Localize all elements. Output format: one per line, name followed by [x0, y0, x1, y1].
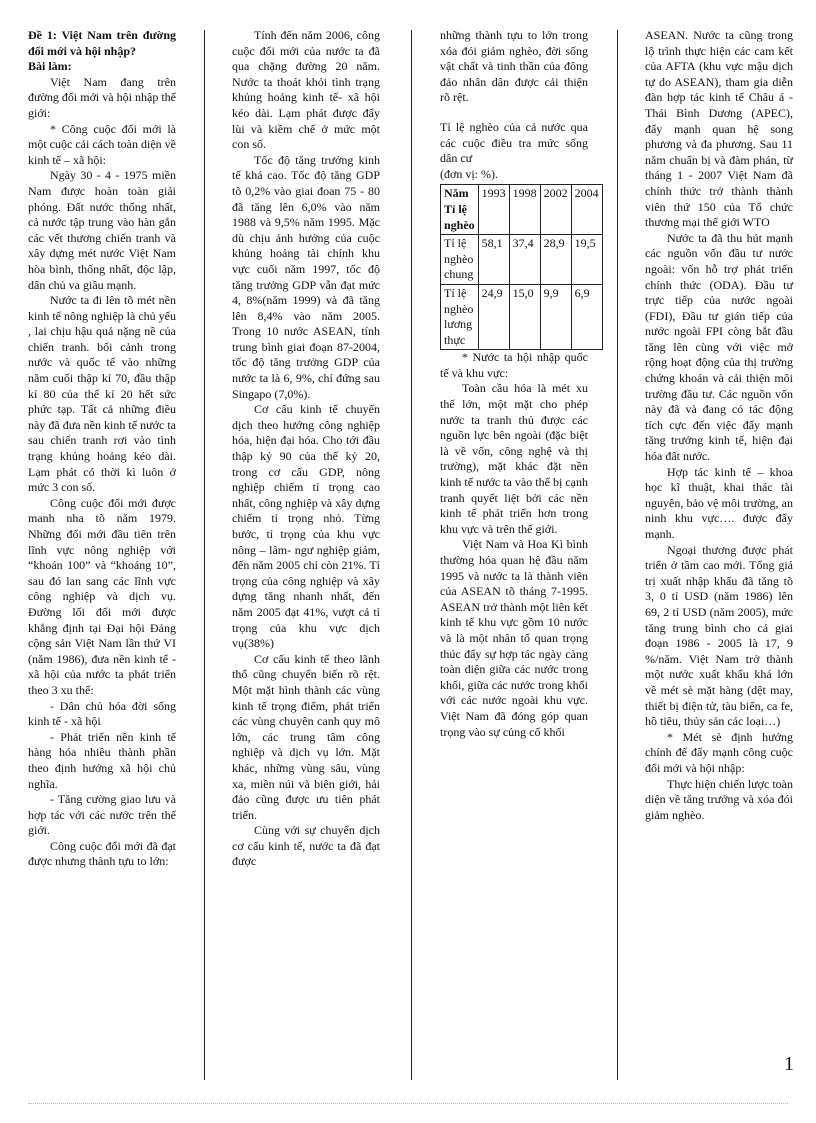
table-row: [441, 235, 603, 285]
paragraph: Nước ta đã thu hút mạnh các nguồn vốn đầu tư nước ngoài: vốn hỗ trợ phát triển chính thức (ODA). Đầu tư trực tiếp của nước ngoài (FDI), Đầu tư gián tiếp của nước ngoài FPI còng bắt đầu tăng lên cùng với việc mở rộng hoạt động của thị trường chứng khoán và cải thiện môi trường đầu tư. Các nguồn vốn này đã và đang có tác động tích cực đến việc đẩy mạnh tăng trưởng kinh tế, hiện đại hóa đất nước.: [645, 230, 793, 464]
table-header-cell: Năm Tỉ lệ nghèo: [441, 185, 479, 235]
paragraph: Cơ cấu kinh tế chuyển dịch theo hướng công nghiệp hóa, hiện đại hóa. Cho tới đầu thập kỷ 90 của thế kỷ 20, trong cơ cấu GDP, nông nghiệp chiếm tỉ trọng cao nhất, công nghiệp và xây dựng chiếm tỉ trọng nhỏ. Từng bước, tỉ trọng của khu vực nông – lâm- ngư nghiệp giảm, đến năm 2005 chỉ còn 21%. Tỉ trọng của công nghiệp và xây dựng tăng nhanh nhất, đến năm 2005 đạt 41%, vượt cả tỉ trọng của khu vực dịch vụ(38%): [232, 402, 380, 651]
paragraph: Việt Nam và Hoa Kì bình thường hóa quan hệ đầu năm 1995 và nước ta là thành viên của ASEAN tõ tháng 7-1995. ASEAN trở thành một liên kết kinh tế khu vực gồm 10 nước và là một nhân tố quan trọng thúc đẩy sự hợp tác ngày càng toàn diện giữa các nước trong khối, giữa các nước trong khối với các nước ngoài khu vực. Việt Nam đã đóng góp quan trọng vào sự củng cố khối: [440, 537, 588, 739]
table-cell: 58,1: [478, 235, 509, 285]
table-cell: Tỉ lệ nghèo lương thực: [441, 284, 479, 349]
paragraph: Hợp tác kinh tế – khoa học kĩ thuật, khai thác tài nguyên, bảo vệ môi trường, an ninh khu vực…. được đẩy mạnh.: [645, 464, 793, 541]
footer-divider: [28, 1103, 788, 1104]
paragraph: Công cuộc đổi mới được manh nha tõ năm 1979. Những đổi mới đầu tiên trên lĩnh vực nông nghiệp với “khoán 100” và “khoáng 10”, sau đó lan sang các lĩnh vực công nghiệp và dịch vụ. Đường lối đổi mới được khẳng định tại Đại hội Đảng cộng sản Việt Nam lần thứ VI (năm 1986), đưa nền kinh tế - xã hội của nước ta phát triển theo 3 xu thế:: [28, 495, 176, 697]
answer-label: Bài làm:: [28, 59, 72, 74]
section-heading: * Nước ta hội nhập quốc tế và khu vực:: [440, 350, 588, 380]
paragraph: ASEAN. Nước ta cũng trong lộ trình thực hiện các cam kết của AFTA (khu vực mậu dịch tự do ASEAN), tham gia diễn đàn hợp tác kinh tế Châu á - Thái Bình Dương (APEC), đẩy mạnh quan hệ song phương và đa phương. Sau 11 năm chuẩn bị và đàm phán, từ tháng 1 - 2007 Việt Nam đã chính thức trở thành thành viên thứ 150 của Tổ chức thương mại thế giới WTO: [645, 28, 793, 230]
paragraph: Cùng với sự chuyển dịch cơ cấu kinh tế, nước ta đã đạt được: [232, 823, 380, 869]
column-4: [645, 28, 793, 823]
paragraph: Nước ta đi lên tõ mét nền kinh tế nông nghiệp là chủ yếu , lai chịu hậu quả nặng nề của chiến tranh. bối cảnh trong nước và quốc tế vào những năm cuối thập kỉ 70, đầu thập kỉ 80 của thế kỉ 20 hết sức phức tạp. Tất cả những điều này đã đưa nền kinh tế nước ta sau chiến tranh rơi vào tình trạng khủng hoảng kéo dài. Lạm phát có thời kì luôn ở mức 3 con số.: [28, 293, 176, 495]
paragraph: Ngoại thương được phát triển ở tầm cao mới. Tổng giá trị xuất nhập khẩu đã tăng tõ 3, 0 tỉ USD (năm 1986) lên 69, 2 tỉ USD (năm 2005), mức tăng trung bình cho cả giai đoạn 1986 - 2005 là 17, 9 %/năm. Việt Nam trở thành một nước xuất khẩu khá lớn về mét sè mặt hàng (dệt may, thiết bị điện tử, tàu biển, ca fe, hồ tiêu, thủy sản các loại…): [645, 542, 793, 729]
page-number: 1: [784, 1053, 794, 1075]
paragraph: Ngày 30 - 4 - 1975 miền Nam được hoàn toàn giải phóng. Đất nước thống nhất, cả nước tập trung vào hàn gắn các vết thương chiến tranh và xây dựng mét nước Việt Nam hòa bình, thống nhất, độc lập, dân chủ va giầu mạnh.: [28, 168, 176, 292]
list-item: - Tăng cường giao lưu và hợp tác với các nước trên thế giới.: [28, 792, 176, 838]
table-cell: 37,4: [509, 235, 540, 285]
list-item: - Dân chủ hóa đời sống kinh tế - xã hội: [28, 698, 176, 729]
section-heading: * Mét sè định hướng chính để đẩy mạnh công cuộc đổi mới và hội nhập:: [645, 729, 793, 775]
table-cell: 19,5: [571, 235, 602, 285]
paragraph: Tính đến năm 2006, công cuộc đổi mới của nước ta đã qua chặng đường 20 năm. Nước ta thoát khỏi tình trạng khủng hoảng kinh tế- xã hội kéo dài. Lạm phát được đẩy lùi và kiềm chế ở mức một con số.: [232, 28, 380, 152]
column-3: [440, 28, 599, 740]
table-cell: 28,9: [540, 235, 571, 285]
table-header-cell: 1993: [478, 185, 509, 235]
column-divider: [411, 30, 412, 1080]
table-cell: 6,9: [571, 284, 602, 349]
paragraph: Cơ cấu kinh tế theo lãnh thổ cũng chuyển biến rõ rệt. Một mặt hình thành các vùng kinh tế trọng điểm, phát triển các vùng chuyên canh quy mô lớn, các trung tâm công nghiệp và dịch vụ lớn. Mặt khác, những vùng sâu, vùng xa, miền núi và biên giới, hải đảo cũng được ưu tiên phát triển.: [232, 651, 380, 822]
table-cell: 24,9: [478, 284, 509, 349]
poverty-table: [440, 184, 603, 350]
table-header-cell: 2004: [571, 185, 602, 235]
table-header-cell: 1998: [509, 185, 540, 235]
section-heading: * Công cuộc đổi mới là một cuộc cải cách toàn diện về kinh tế – xã hội:: [28, 121, 176, 167]
table-cell: 15,0: [509, 284, 540, 349]
table-header-row: [441, 185, 603, 235]
paragraph: Toàn cầu hóa là mét xu thế lớn, một mặt cho phép nước ta tranh thủ được các nguồn lực bên ngoài (đặc biệt là về vốn, công nghệ và thị trường), mặt khác đặt nền kinh tế nước ta vào thế bị cạnh tranh quyết liệt bởi các nền kinh tế phát triển hơn trong khu vực và trên thế giới.: [440, 381, 588, 536]
table-unit: (đơn vị: %).: [440, 166, 499, 181]
table-cell: 9,9: [540, 284, 571, 349]
paragraph: những thành tựu to lớn trong xóa đói giảm nghèo, đời sống vật chất và tinh thần của đông đảo nhân dân được cải thiện rõ rệt.: [440, 28, 588, 105]
column-divider: [204, 30, 205, 1080]
column-divider: [617, 30, 618, 1080]
table-header-cell: 2002: [540, 185, 571, 235]
paragraph: Việt Nam đang trên đường đổi mới và hội nhập thế giới:: [28, 74, 176, 120]
column-1: [28, 28, 176, 870]
table-cell: Tỉ lệ nghèo chung: [441, 235, 479, 285]
list-item: - Phát triển nền kinh tế hàng hóa nhiều thành phần theo định hướng xã hội chủ nghĩa.: [28, 729, 176, 791]
paragraph: Tốc độ tăng trưởng kinh tế khá cao. Tốc độ tăng GDP tõ 0,2% vào giai đoan 75 - 80 đã tăng lên 6,0% vào năm 1988 và 9,5% năm 1995. Mặc dù chịu ảnh hưởng của cuộc khủng hoảng tài chính khu vực cuối năm 1997, tốc độ tăng trưởng GDP vẫn đạt mức 4, 8%(năm 1999) và đã tăng lên 8,4% vào năm 2005. Trong 10 nước ASEAN, tính trung bình giai đoạn 87-2004, tốc độ tăng trưởng GDP của nước ta là 6, 9%, chỉ đứng sau Singapo (7,0%).: [232, 152, 380, 401]
essay-title: Đề 1: Việt Nam trên đường đổi mới và hội nhập?: [28, 28, 176, 58]
paragraph: Thực hiện chiến lược toàn diện về tăng trưởng và xóa đói giảm nghèo.: [645, 776, 793, 822]
paragraph: Công cuộc đổi mới đã đạt được nhưng thành tựu to lớn:: [28, 838, 176, 869]
table-row: [441, 284, 603, 349]
table-caption: Tỉ lệ nghèo của cả nước qua các cuộc điều tra mức sống dân cư: [440, 119, 588, 166]
column-2: [232, 28, 380, 870]
